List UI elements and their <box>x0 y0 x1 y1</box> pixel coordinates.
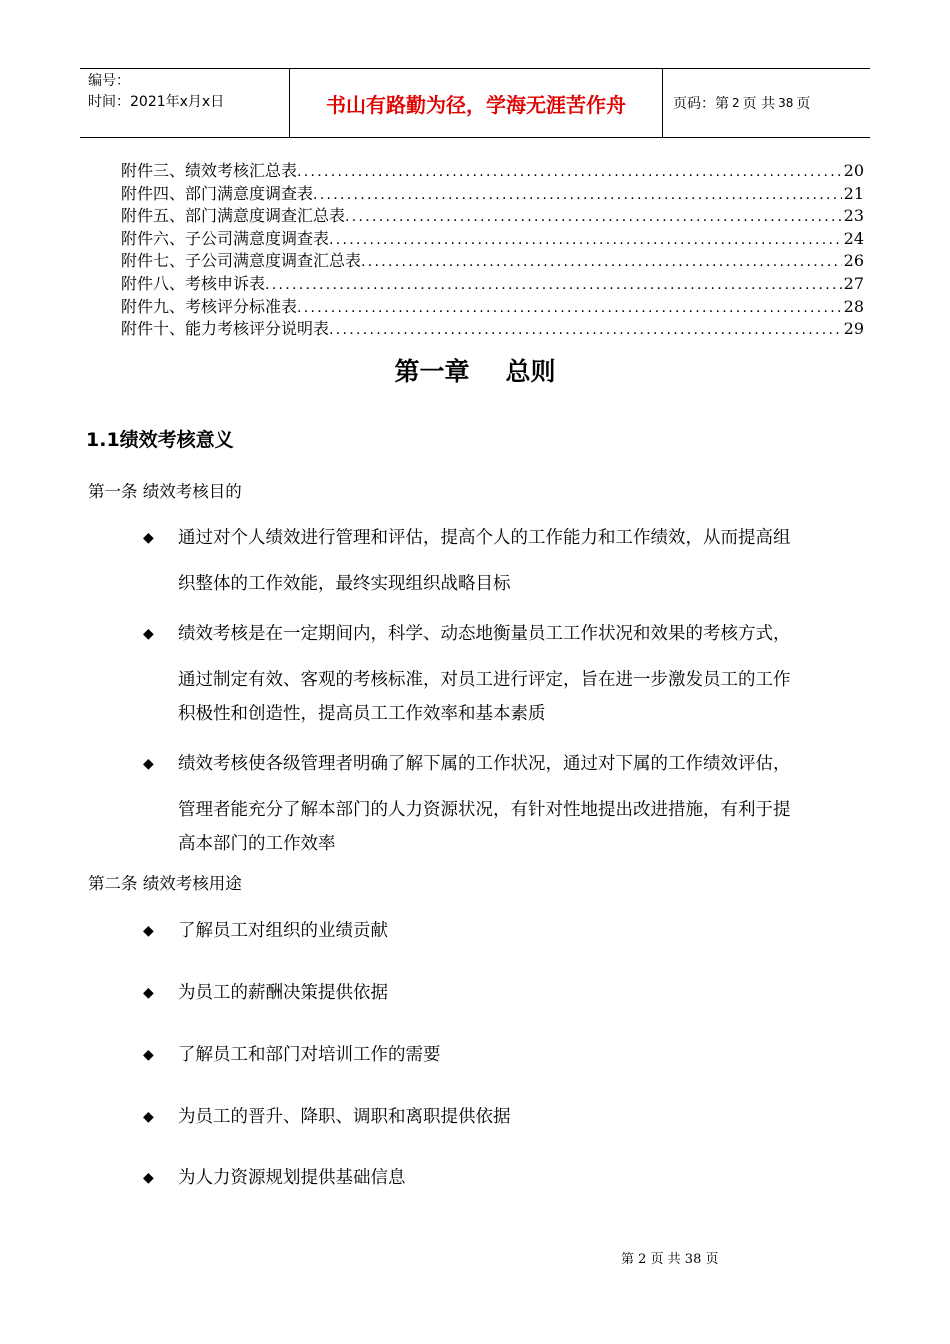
bullet-text-line: 通过对个人绩效进行管理和评估，提高个人的工作能力和工作绩效，从而提高组 <box>178 528 791 548</box>
page-footer: 第 2 页 共 38 页 <box>621 1252 719 1267</box>
table-of-contents <box>121 160 864 341</box>
header-meta <box>80 69 290 137</box>
toc-label: 附件五、部门满意度调查汇总表 <box>121 206 346 226</box>
toc-leader <box>313 184 842 206</box>
toc-page: 24 <box>843 228 864 248</box>
bullet-text-line: 为人力资源规划提供基础信息 <box>178 1168 406 1188</box>
bullet-icon: ◆ <box>143 985 154 1001</box>
toc-label: 附件八、考核申诉表 <box>121 273 266 293</box>
toc-entry[interactable] <box>121 318 864 341</box>
toc-leader <box>345 206 842 228</box>
bullet-icon: ◆ <box>143 1170 154 1186</box>
toc-entry[interactable] <box>121 160 864 183</box>
bullet-icon: ◆ <box>143 626 154 642</box>
bullet-text-line: 织整体的工作效能，最终实现组织战略目标 <box>178 574 511 594</box>
bullet-text-line: 高本部门的工作效率 <box>178 834 336 854</box>
toc-label: 附件三、绩效考核汇总表 <box>121 161 298 180</box>
toc-entry[interactable] <box>121 183 864 206</box>
article-heading: 第一条 绩效考核目的 <box>88 482 242 501</box>
toc-page: 20 <box>843 161 864 180</box>
bullet-text-line: 积极性和创造性，提高员工工作效率和基本素质 <box>178 704 546 724</box>
toc-leader <box>361 251 842 273</box>
bullet-text-line: 了解员工和部门对培训工作的需要 <box>178 1045 441 1065</box>
bullet-icon: ◆ <box>143 530 154 546</box>
toc-page: 23 <box>843 206 864 226</box>
toc-leader <box>265 274 842 296</box>
header-time-label: 时间：2021年x月x日 <box>88 94 225 110</box>
bullet-text-line: 为员工的薪酬决策提供依据 <box>178 983 388 1003</box>
bullet-text-line: 管理者能充分了解本部门的人力资源状况，有针对性地提出改进措施，有利于提 <box>178 800 791 820</box>
toc-page: 28 <box>843 296 864 316</box>
toc-leader <box>329 229 842 251</box>
toc-page: 21 <box>843 183 864 203</box>
chapter-title <box>0 352 950 388</box>
toc-page: 29 <box>843 319 864 339</box>
bullet-icon: ◆ <box>143 756 154 772</box>
toc-label: 附件九、考核评分标准表 <box>121 296 298 316</box>
toc-entry[interactable] <box>121 250 864 273</box>
toc-entry[interactable] <box>121 296 864 319</box>
header-page-suffix: 页 <box>796 96 811 112</box>
header-page-total: 38 <box>778 96 794 110</box>
header-motto: 书山有路勤为径，学海无涯苦作舟 <box>290 69 663 137</box>
bullet-text-line: 通过制定有效、客观的考核标准，对员工进行评定，旨在进一步激发员工的工作 <box>178 670 791 690</box>
toc-leader <box>297 161 842 183</box>
header-page-prefix: 页码：第 <box>673 96 729 112</box>
toc-label: 附件七、子公司满意度调查汇总表 <box>121 251 362 271</box>
toc-leader <box>297 297 842 319</box>
toc-label: 附件四、部门满意度调查表 <box>121 183 314 203</box>
section-title: 1.1绩效考核意义 <box>86 429 234 451</box>
bullet-text-line: 了解员工对组织的业绩贡献 <box>178 921 388 941</box>
bullet-icon: ◆ <box>143 923 154 939</box>
bullet-icon: ◆ <box>143 1109 154 1125</box>
article-heading: 第二条 绩效考核用途 <box>88 874 242 893</box>
toc-leader <box>329 319 842 341</box>
chapter-name: 总则 <box>505 357 556 386</box>
toc-entry[interactable] <box>121 273 864 296</box>
toc-page: 27 <box>843 273 864 293</box>
toc-page: 26 <box>843 251 864 271</box>
page-header <box>80 68 870 138</box>
toc-label: 附件六、子公司满意度调查表 <box>121 228 330 248</box>
bullet-text-line: 绩效考核使各级管理者明确了解下属的工作状况，通过对下属的工作绩效评估， <box>178 754 791 774</box>
header-page-mid: 页 共 <box>742 96 776 112</box>
toc-label: 附件十、能力考核评分说明表 <box>121 319 330 339</box>
toc-entry[interactable] <box>121 228 864 251</box>
header-page-current: 2 <box>732 96 740 110</box>
toc-entry[interactable] <box>121 205 864 228</box>
bullet-icon: ◆ <box>143 1047 154 1063</box>
bullet-text-line: 绩效考核是在一定期间内，科学、动态地衡量员工工作状况和效果的考核方式， <box>178 624 791 644</box>
chapter-number: 第一章 <box>394 357 470 386</box>
header-number-label: 编号： <box>88 73 130 89</box>
header-page-info <box>663 69 870 137</box>
bullet-text-line: 为员工的晋升、降职、调职和离职提供依据 <box>178 1107 511 1127</box>
